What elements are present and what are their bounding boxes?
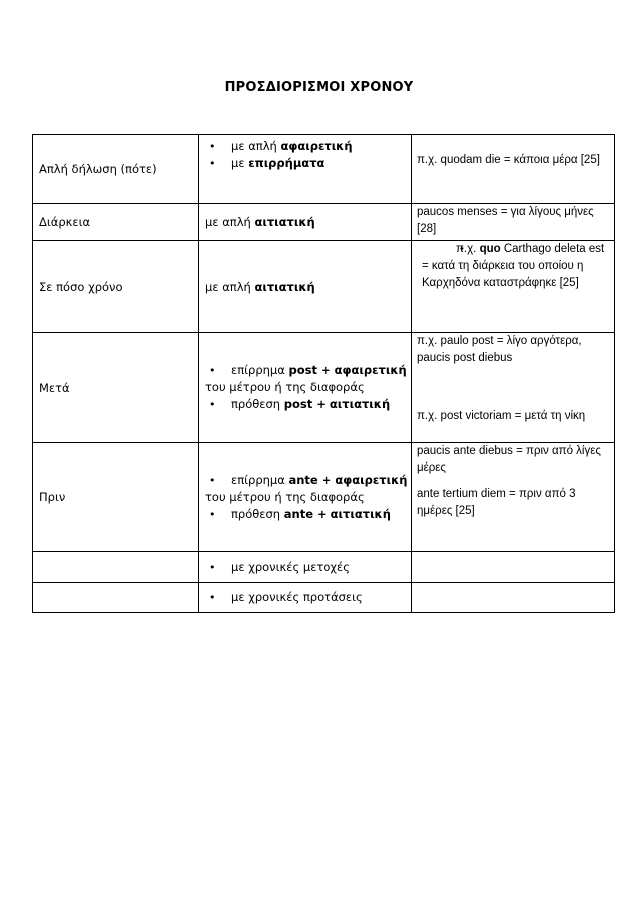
- list-item-bold: ante + αφαιρετική: [288, 472, 408, 487]
- example-cell: [412, 552, 615, 583]
- usage-text: με απλή: [205, 279, 255, 294]
- list-item-bold: ante + αιτιατική: [283, 506, 391, 521]
- row-label-text: Πριν: [39, 490, 66, 504]
- table-row: [33, 552, 615, 583]
- table-row: [33, 135, 615, 204]
- list-item-text: επίρρημα: [231, 472, 289, 487]
- example-cell: [412, 583, 615, 613]
- example-text: π.χ. quodam die = κάποια μέρα [25]: [417, 154, 600, 166]
- table-row: [33, 443, 615, 552]
- time-adverbials-table: [32, 134, 615, 613]
- usage-bold: αιτιατική: [254, 279, 315, 294]
- row-label: [33, 443, 199, 552]
- example-bold: quo: [479, 243, 501, 255]
- list-item-text: με χρονικές προτάσεις: [231, 590, 363, 604]
- list-item: [205, 396, 411, 413]
- example-text: π.χ. post victoriam = μετά τη νίκη: [417, 410, 586, 422]
- page-title: ΠΡΟΣΔΙΟΡΙΣΜΟΙ ΧΡΟΝΟΥ: [224, 80, 414, 95]
- row-label: [33, 135, 199, 204]
- example-cell: [412, 241, 615, 333]
- table-row: [33, 583, 615, 613]
- row-label-text: Σε πόσο χρόνο: [39, 279, 123, 294]
- table-row: [33, 204, 615, 241]
- usage-bold: αιτιατική: [254, 215, 315, 229]
- list-item: [205, 472, 411, 489]
- usage-cell: [199, 204, 412, 241]
- row-label: [33, 204, 199, 241]
- list-item: [422, 241, 608, 292]
- list-item-text: με: [231, 156, 249, 170]
- example-text: π.χ. paulo post = λίγο αργότερα, paucis post diebus: [417, 335, 582, 364]
- list-item-bold: αφαιρετική: [280, 139, 353, 153]
- table-row: [33, 333, 615, 443]
- row-label: [33, 583, 199, 613]
- example-cell: [412, 135, 615, 204]
- example-text: ante tertium diem = πριν από 3 ημέρες [25]: [417, 488, 576, 517]
- example-cell: [412, 204, 615, 241]
- row-label: [33, 333, 199, 443]
- row-label-text: Διάρκεια: [39, 215, 91, 229]
- list-item: [205, 362, 411, 379]
- example-text: π.χ.: [456, 243, 480, 255]
- list-item-text: πρόθεση: [231, 397, 284, 411]
- list-item: [205, 559, 411, 576]
- table-row: [33, 241, 615, 333]
- example-text: Carthago deleta est = κατά τη διάρκεια του οποίου η Καρχηδόνα καταστράφηκε [25]: [422, 243, 605, 289]
- usage-cell: [199, 333, 412, 443]
- usage-cell: [199, 135, 412, 204]
- list-item-bold: επιρρήματα: [248, 156, 325, 170]
- list-item: [205, 155, 411, 172]
- list-item-continuation: του μέτρου ή της διαφοράς: [205, 380, 365, 394]
- list-item-text: πρόθεση: [231, 506, 284, 521]
- usage-cell: [199, 583, 412, 613]
- example-cell: [412, 333, 615, 443]
- list-item-continuation: του μέτρου ή της διαφοράς: [205, 489, 365, 504]
- list-item-text: με απλή: [231, 139, 281, 153]
- row-label: [33, 241, 199, 333]
- example-text: paucos menses = για λίγους μήνες [28]: [417, 206, 594, 235]
- example-text: paucis ante diebus = πριν από λίγες μέρες: [417, 445, 601, 474]
- row-label-text: Μετά: [39, 380, 70, 395]
- list-item: [205, 506, 411, 523]
- row-label: [33, 552, 199, 583]
- usage-cell: [199, 443, 412, 552]
- usage-text: με απλή: [205, 215, 255, 229]
- usage-cell: [199, 241, 412, 333]
- list-item-text: επίρρημα: [231, 363, 289, 377]
- list-item: [205, 138, 411, 155]
- list-item-bold: post + αφαιρετική: [288, 363, 407, 377]
- list-item-bold: post + αιτιατική: [283, 397, 391, 411]
- row-label-text: Απλή δήλωση (πότε): [39, 162, 157, 176]
- list-item: [205, 589, 411, 606]
- usage-cell: [199, 552, 412, 583]
- example-cell: [412, 443, 615, 552]
- list-item-text: με χρονικές μετοχές: [231, 559, 350, 574]
